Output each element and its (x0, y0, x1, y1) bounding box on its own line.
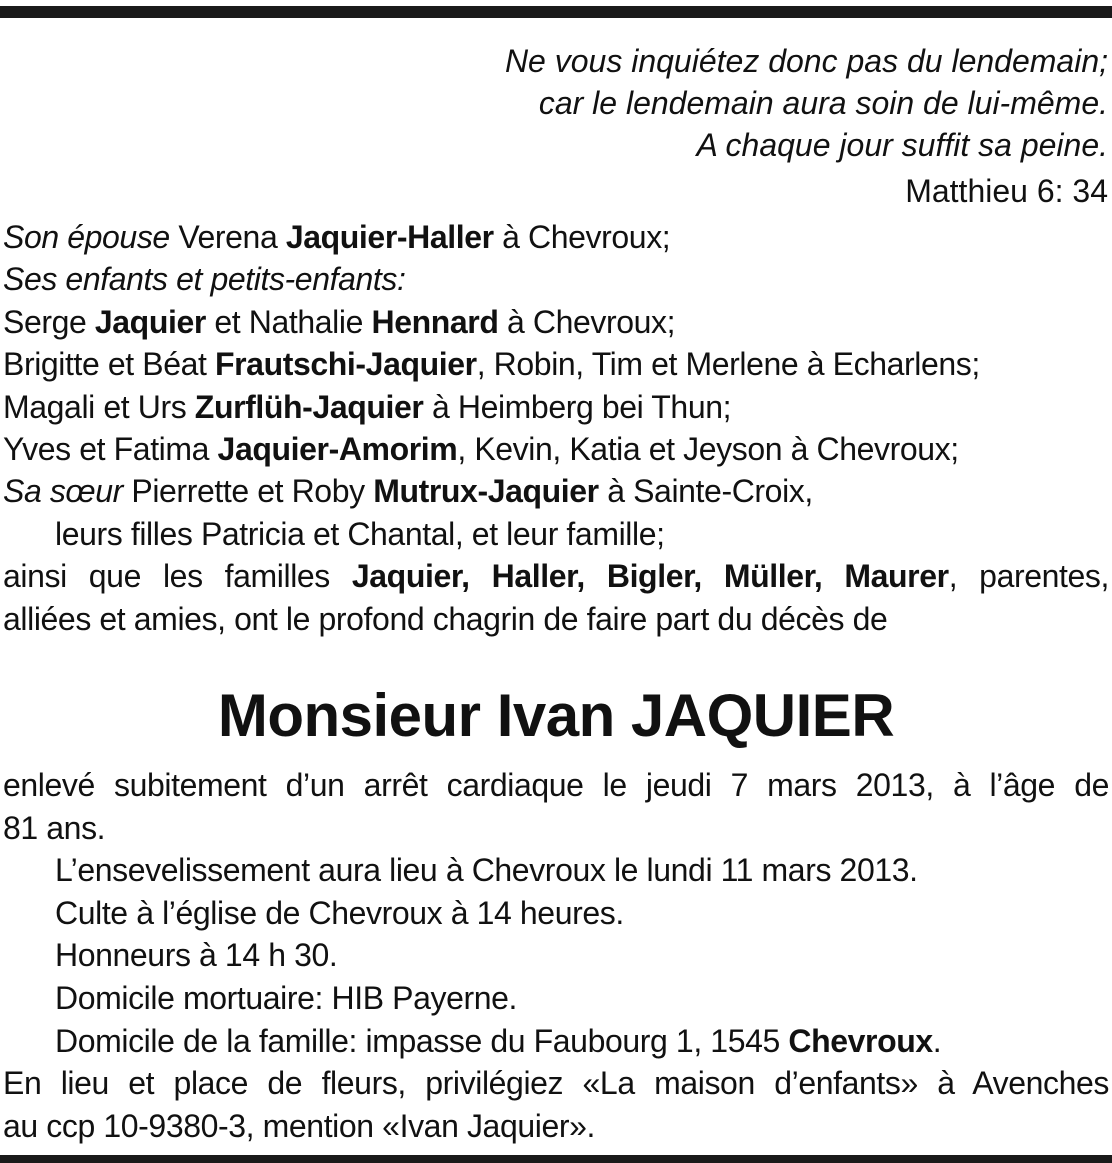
child-line: Serge Jaquier et Nathalie Hennard à Chevroux; (3, 303, 676, 340)
deceased-name: Monsieur Ivan JAQUIER (217, 682, 895, 749)
spouse-role: Son épouse (3, 219, 170, 255)
donation-account-line: au ccp 10-9380-3, mention «Ivan Jaquier». (3, 1107, 595, 1144)
donation-line: En lieu et place de fleurs, privilégiez «La maison d’enfants» à Avenches (3, 1065, 1109, 1102)
sister-line: Sa sœur Pierrette et Roby Mutrux-Jaquier à Sainte-Croix, (3, 473, 813, 510)
child-line: Yves et Fatima Jaquier-Amorim, Kevin, Katia et Jeyson à Chevroux; (3, 431, 959, 468)
child-line: Brigitte et Béat Frautschi-Jaquier, Robin, Tim et Merlene à Echarlens; (3, 346, 980, 383)
epigraph-line: A chaque jour suffit sa peine. (696, 127, 1108, 163)
service-line: Culte à l’église de Chevroux à 14 heures. (55, 894, 624, 931)
top-rule (0, 6, 1112, 18)
burial-line: L’ensevelissement aura lieu à Chevroux le lundi 11 mars 2013. (55, 852, 918, 889)
announcement-line: alliées et amies, ont le profond chagrin de faire part du décès de (3, 600, 888, 637)
family-home-line: Domicile de la famille: impasse du Faubourg 1, 1545 Chevroux. (55, 1022, 942, 1059)
honours-line: Honneurs à 14 h 30. (55, 937, 338, 974)
family-list (3, 216, 1109, 640)
spouse-surname: Jaquier-Haller (285, 219, 494, 255)
families-line: ainsi que les familles Jaquier, Haller, Bigler, Müller, Maurer, parentes, (3, 558, 1109, 595)
funeral-details (3, 764, 1109, 1147)
epigraph-line: car le lendemain aura soin de lui-même. (538, 85, 1108, 121)
sister-role: Sa sœur (3, 473, 123, 510)
child-line: Magali et Urs Zurflüh-Jaquier à Heimberg bei Thun; (3, 388, 732, 425)
children-heading: Ses enfants et petits-enfants: (3, 261, 406, 298)
mortuary-line: Domicile mortuaire: HIB Payerne. (55, 979, 518, 1016)
sister-surname: Mutrux-Jaquier (373, 473, 599, 510)
age-line: 81 ans. (3, 809, 106, 846)
epigraph-line: Ne vous inquiétez donc pas du lendemain; (504, 43, 1108, 79)
bottom-rule (0, 1155, 1112, 1163)
families-names: Jaquier, Haller, Bigler, Müller, Maurer (351, 558, 949, 595)
epigraph (505, 40, 1108, 212)
epigraph-reference: Matthieu 6: 34 (905, 173, 1108, 209)
sister-daughters-line: leurs filles Patricia et Chantal, et leur famille; (55, 515, 665, 552)
death-line: enlevé subitement d’un arrêt cardiaque le jeudi 7 mars 2013, à l’âge de (3, 767, 1109, 803)
spouse-line: Son épouse Verena Jaquier-Haller à Chevroux; (3, 219, 671, 255)
family-home-town: Chevroux (788, 1022, 933, 1059)
